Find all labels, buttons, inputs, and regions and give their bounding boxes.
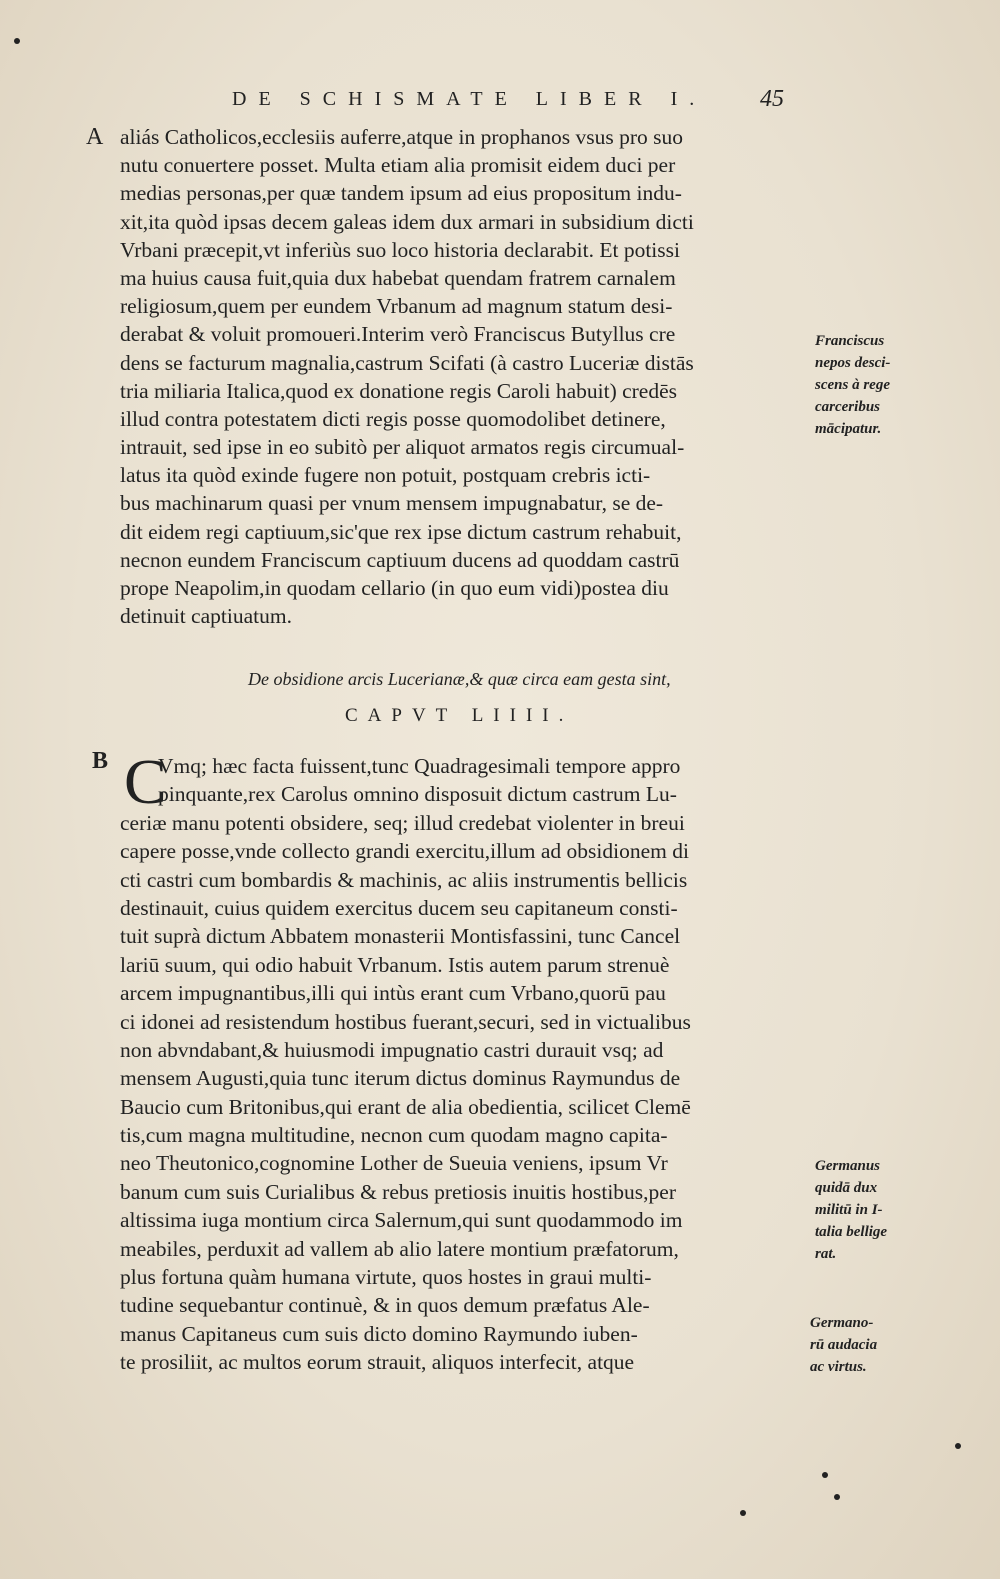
running-head: DE SCHISMATE LIBER I. [232, 88, 707, 110]
margin-note-line: nepos desci- [815, 355, 891, 371]
text-line: necnon eundem Franciscum captiuum ducens ad quoddam castrū [120, 547, 680, 572]
section-marker-a: A [86, 124, 104, 150]
text-block-1 [120, 123, 810, 630]
margin-note-line: carceribus [815, 399, 880, 415]
text-line: derabat & voluit promoueri.Interim verò Franciscus Butyllus cre [120, 322, 676, 347]
text-line: ma huius causa fuit,quia dux habebat quendam fratrem carnalem [120, 265, 676, 290]
text-line: neo Theutonico,cognomine Lother de Sueuia veniens, ipsum Vr [120, 1151, 668, 1176]
text-line: dit eidem regi captiuum,sic'que rex ipse dictum castrum rehabuit, [120, 519, 682, 544]
margin-note-line: militū in I- [815, 1202, 883, 1218]
text-line: dens se facturum magnalia,castrum Scifati (à castro Luceriæ distās [120, 350, 694, 375]
text-line: capere posse,vnde collecto grandi exercitu,illum ad obsidionem di [120, 839, 689, 864]
chapter-heading: CAPVT LIIII. [345, 705, 574, 726]
margin-note-line: Franciscus [815, 333, 885, 349]
text-line: illud contra potestatem dicti regis posse quomodolibet detinere, [120, 406, 666, 431]
text-line: xit,ita quòd ipsas decem galeas idem dux armari in subsidium dicti [120, 209, 694, 234]
text-line: meabiles, perduxit ad vallem ab alio latere montium præfatorum, [120, 1236, 679, 1261]
chapter-title: De obsidione arcis Lucerianæ,& quæ circa eam gesta sint, [248, 669, 671, 689]
text-line: non abvndabant,& huiusmodi impugnatio castri durauit vsq; ad [120, 1037, 664, 1062]
drop-cap: C [124, 746, 167, 817]
margin-note-line: rat. [815, 1246, 837, 1262]
margin-note-line: ac virtus. [810, 1359, 867, 1375]
text-line: latus ita quòd exinde fugere non potuit, postquam crebris icti- [120, 463, 651, 488]
ink-speck [740, 1510, 746, 1516]
text-line: aliás Catholicos,ecclesiis auferre,atque in prophanos vsus pro suo [120, 125, 684, 149]
text-line: ceriæ manu potenti obsidere, seq; illud credebat violenter in breui [120, 810, 685, 835]
margin-note-line: rū audacia [810, 1337, 878, 1353]
margin-note-line: Germanus [815, 1158, 881, 1174]
text-line: tria miliaria Italica,quod ex donatione regis Caroli habuit) credēs [120, 378, 678, 403]
text-line: plus fortuna quàm humana virtute, quos hostes in graui multi- [120, 1265, 652, 1290]
text-line: altissima iuga montium circa Salernum,qui sunt quodammodo im [120, 1208, 683, 1233]
text-line: nutu conuertere posset. Multa etiam alia promisit eidem duci per [120, 153, 676, 178]
margin-note-line: talia bellige [815, 1224, 888, 1240]
text-line: banum cum suis Curialibus & rebus pretiosis inuitis hostibus,per [120, 1179, 676, 1204]
text-line: pinquante,rex Carolus omnino disposuit dictum castrum Lu- [158, 782, 677, 807]
ink-speck [822, 1472, 828, 1478]
ink-speck [834, 1494, 840, 1500]
margin-note-line: mācipatur. [815, 421, 882, 437]
text-line: cti castri cum bombardis & machinis, ac aliis instrumentis bellicis [120, 867, 688, 892]
ink-speck [14, 38, 20, 44]
text-line: Baucio cum Britonibus,qui erant de alia obedientia, scilicet Clemē [120, 1094, 691, 1119]
text-line: bus machinarum quasi per vnum mensem impugnabatur, se de- [120, 491, 664, 516]
text-line: te prosiliit, ac multos eorum strauit, aliquos interfecit, atque [120, 1350, 635, 1375]
text-line: tis,cum magna multitudine, necnon cum quodam magno capita- [120, 1123, 668, 1148]
text-line: ci idonei ad resistendum hostibus fuerant,securi, sed in victualibus [120, 1009, 691, 1034]
text-line: tudine sequebantur continuè, & in quos demum præfatus Ale- [120, 1293, 650, 1318]
margin-note-line: scens à rege [815, 377, 890, 393]
margin-note-line: quidā dux [815, 1180, 878, 1196]
page-number: 45 [760, 86, 784, 112]
text-line: medias personas,per quæ tandem ipsum ad eius propositum indu- [120, 181, 682, 206]
text-block-2 [120, 746, 810, 1377]
text-line: mensem Augusti,quia tunc iterum dictus dominus Raymundus de [120, 1066, 681, 1091]
section-marker-b: B [92, 748, 109, 774]
text-line: arcem impugnantibus,illi qui intùs erant cum Vrbano,quorū pau [120, 981, 666, 1006]
margin-note-germanorum [810, 1312, 877, 1378]
ink-speck [955, 1443, 961, 1449]
margin-note-germanus [815, 1155, 887, 1265]
text-line: Vrbani præcepit,vt inferiùs suo loco historia declarabit. Et potissi [120, 237, 680, 262]
text-line: Vmq; hæc facta fuissent,tunc Quadragesimali tempore appro [158, 754, 681, 778]
text-line: detinuit captiuatum. [120, 604, 292, 629]
text-line: lariū suum, qui odio habuit Vrbanum. Istis autem parum strenuè [120, 952, 670, 977]
text-line: tuit suprà dictum Abbatem monasterii Montisfassini, tunc Cancel [120, 924, 681, 949]
text-line: intrauit, sed ipse in eo subitò per aliquot armatos regis circumual- [120, 435, 685, 460]
text-line: prope Neapolim,in quodam cellario (in quo eum vidi)postea diu [120, 576, 669, 600]
text-line: destinauit, cuius quidem exercitus ducem seu capitaneum consti- [120, 895, 678, 920]
margin-note-franciscus [815, 330, 890, 440]
text-line: religiosum,quem per eundem Vrbanum ad magnum statum desi- [120, 294, 673, 319]
margin-note-line: Germano- [810, 1315, 874, 1331]
text-line: manus Capitaneus cum suis dicto domino Raymundo iuben- [120, 1321, 638, 1346]
